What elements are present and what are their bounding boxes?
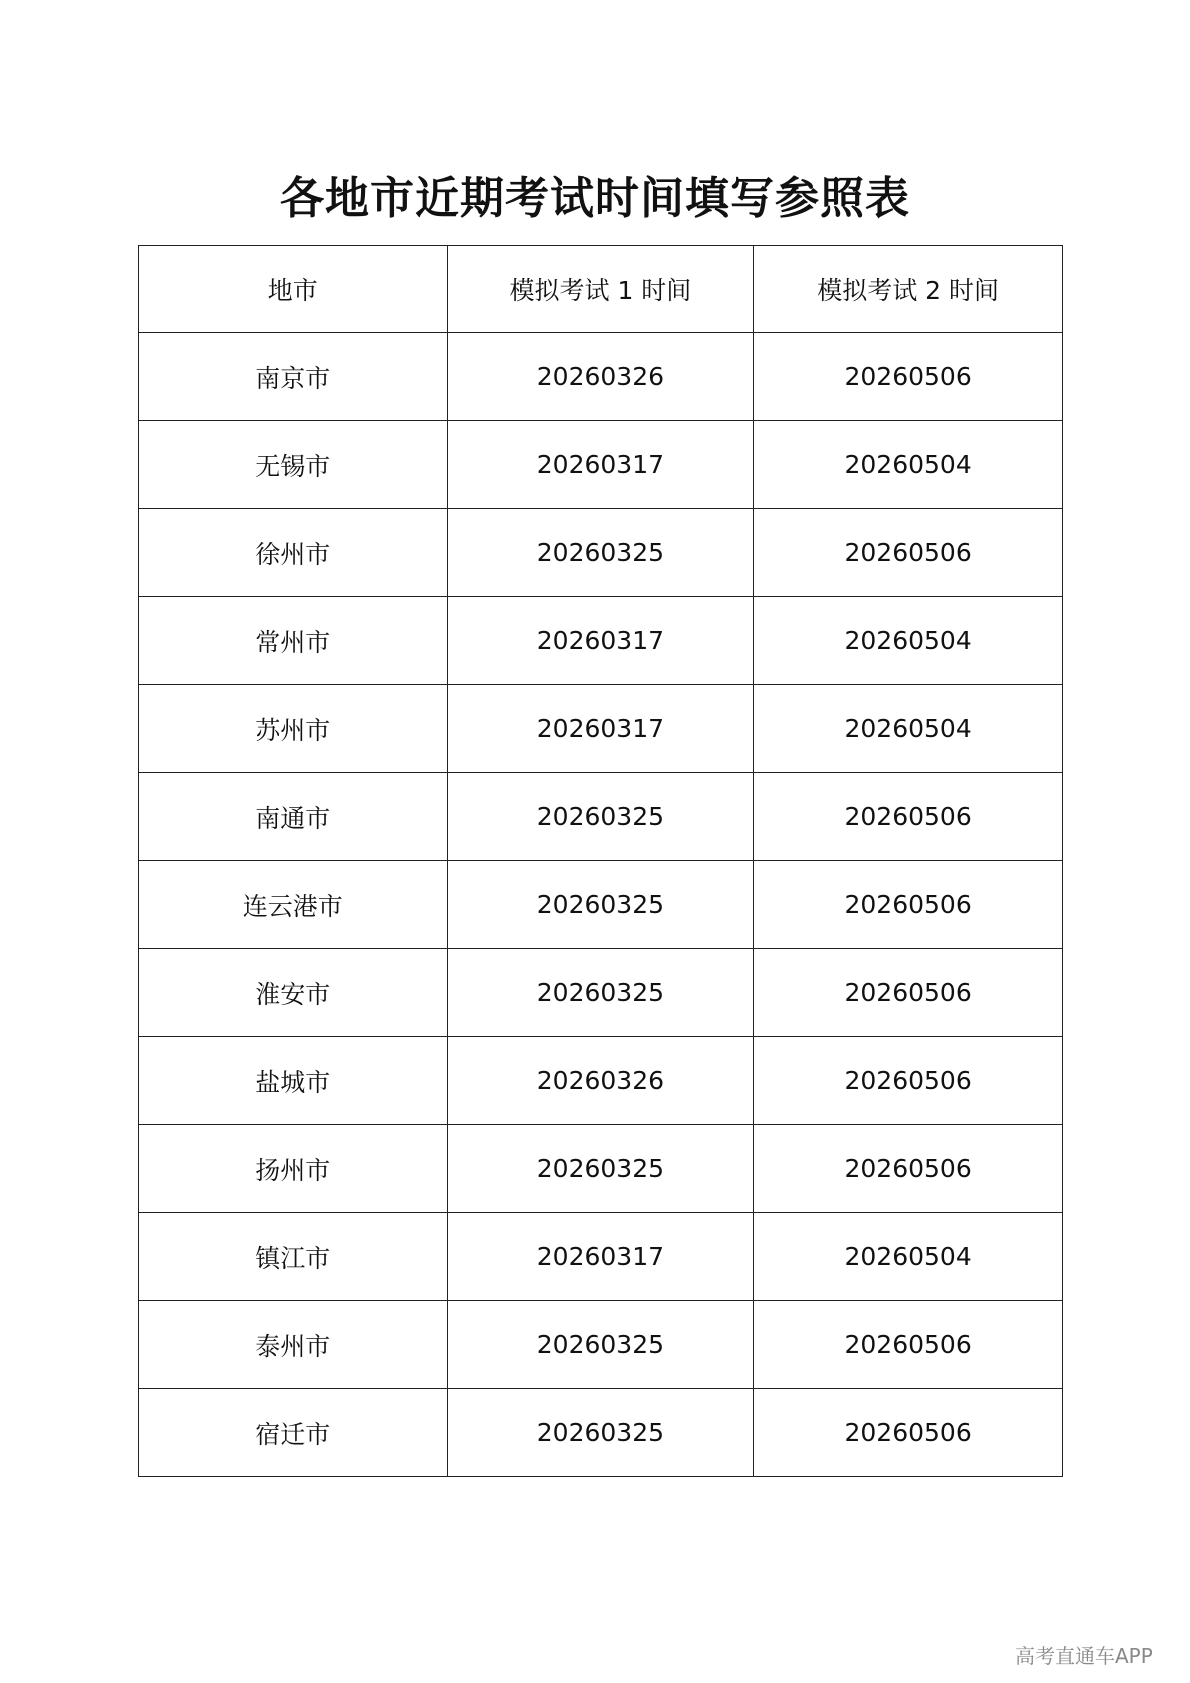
exam2-date-cell: 20260506 xyxy=(754,1125,1063,1213)
city-cell: 无锡市 xyxy=(139,421,448,509)
city-cell: 宿迁市 xyxy=(139,1389,448,1477)
table-row xyxy=(139,597,1063,685)
city-cell: 南通市 xyxy=(139,773,448,861)
exam2-date-cell: 20260506 xyxy=(754,1301,1063,1389)
city-cell: 常州市 xyxy=(139,597,448,685)
exam2-date-cell: 20260506 xyxy=(754,773,1063,861)
exam1-date-cell: 20260326 xyxy=(447,333,754,421)
exam2-date-cell: 20260504 xyxy=(754,685,1063,773)
city-cell: 南京市 xyxy=(139,333,448,421)
watermark: 高考直通车APP xyxy=(1015,1644,1153,1668)
exam2-date-cell: 20260506 xyxy=(754,1389,1063,1477)
city-cell: 淮安市 xyxy=(139,949,448,1037)
exam2-date-cell: 20260506 xyxy=(754,949,1063,1037)
header-exam2: 模拟考试 2 时间 xyxy=(754,246,1063,333)
exam2-date-cell: 20260504 xyxy=(754,597,1063,685)
header-exam1: 模拟考试 1 时间 xyxy=(447,246,754,333)
page-title: 各地市近期考试时间填写参照表 xyxy=(280,173,910,224)
table-row xyxy=(139,861,1063,949)
exam1-date-cell: 20260317 xyxy=(447,597,754,685)
table-row xyxy=(139,1125,1063,1213)
exam1-date-cell: 20260326 xyxy=(447,1037,754,1125)
exam2-date-cell: 20260504 xyxy=(754,1213,1063,1301)
exam1-date-cell: 20260325 xyxy=(447,773,754,861)
exam1-date-cell: 20260325 xyxy=(447,861,754,949)
city-cell: 扬州市 xyxy=(139,1125,448,1213)
table-row xyxy=(139,1301,1063,1389)
city-cell: 泰州市 xyxy=(139,1301,448,1389)
exam2-date-cell: 20260506 xyxy=(754,509,1063,597)
exam1-date-cell: 20260325 xyxy=(447,949,754,1037)
exam2-date-cell: 20260506 xyxy=(754,861,1063,949)
table-row xyxy=(139,1037,1063,1125)
exam1-date-cell: 20260325 xyxy=(447,1301,754,1389)
city-cell: 连云港市 xyxy=(139,861,448,949)
exam1-date-cell: 20260317 xyxy=(447,685,754,773)
header-city: 地市 xyxy=(139,246,448,333)
exam2-date-cell: 20260504 xyxy=(754,421,1063,509)
city-cell: 徐州市 xyxy=(139,509,448,597)
city-cell: 盐城市 xyxy=(139,1037,448,1125)
table-row xyxy=(139,1389,1063,1477)
city-cell: 苏州市 xyxy=(139,685,448,773)
exam1-date-cell: 20260317 xyxy=(447,421,754,509)
exam1-date-cell: 20260325 xyxy=(447,509,754,597)
table-header-row xyxy=(139,246,1063,333)
exam2-date-cell: 20260506 xyxy=(754,333,1063,421)
exam2-date-cell: 20260506 xyxy=(754,1037,1063,1125)
exam1-date-cell: 20260317 xyxy=(447,1213,754,1301)
table-row xyxy=(139,949,1063,1037)
table-row xyxy=(139,685,1063,773)
table-row xyxy=(139,1213,1063,1301)
table-row xyxy=(139,333,1063,421)
city-cell: 镇江市 xyxy=(139,1213,448,1301)
table-row xyxy=(139,773,1063,861)
exam-schedule-table xyxy=(138,245,1063,1477)
exam1-date-cell: 20260325 xyxy=(447,1389,754,1477)
table-row xyxy=(139,509,1063,597)
exam1-date-cell: 20260325 xyxy=(447,1125,754,1213)
table-row xyxy=(139,421,1063,509)
